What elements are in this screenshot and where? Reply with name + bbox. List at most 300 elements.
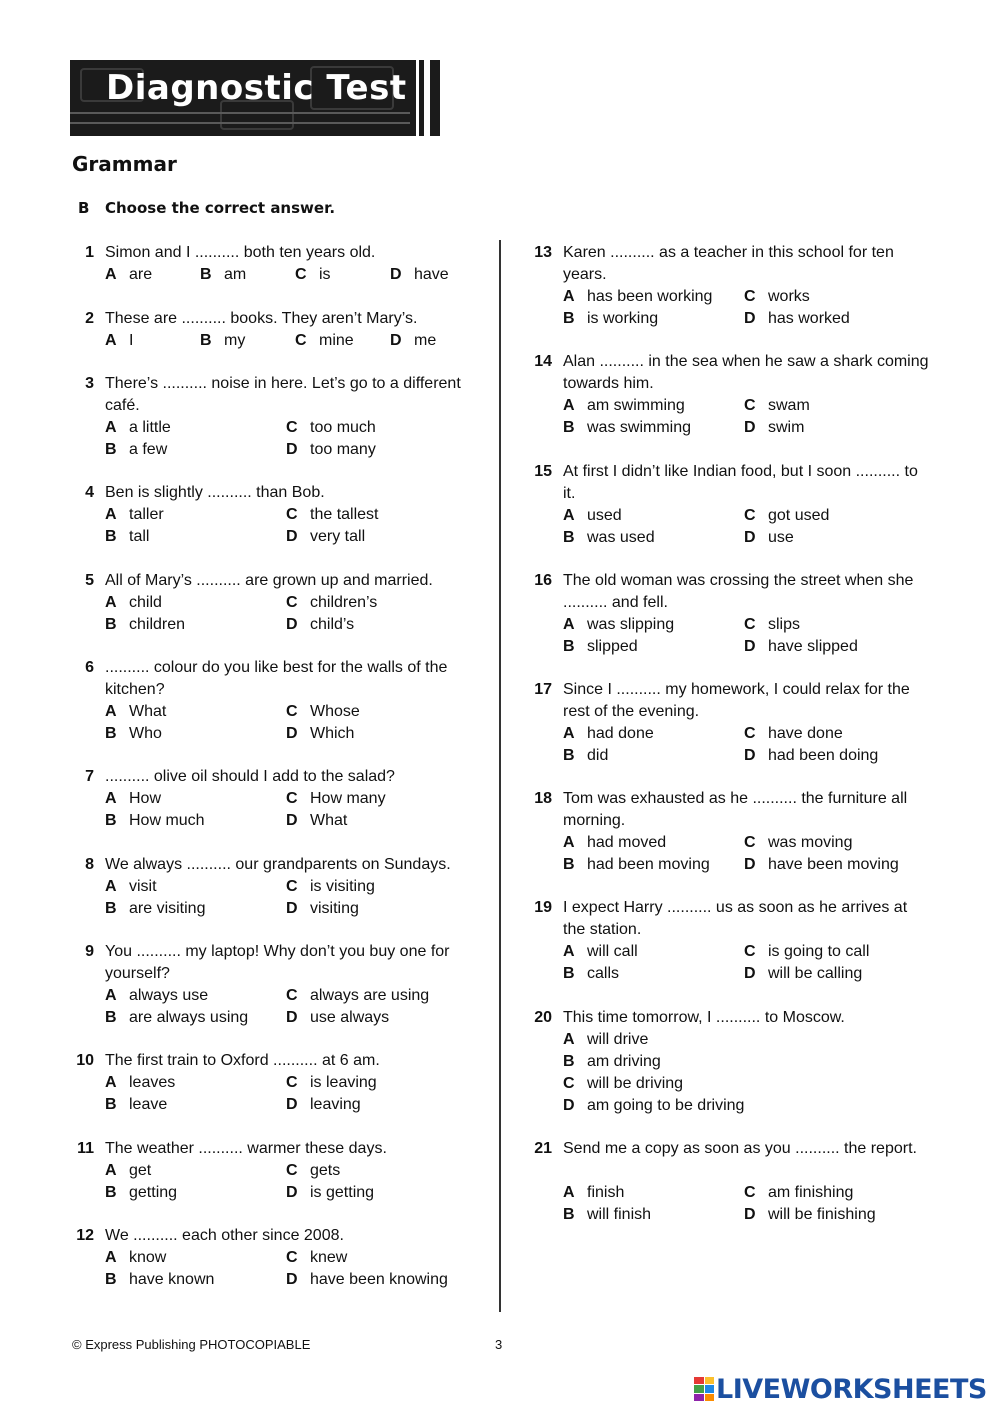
answer-option[interactable] (105, 439, 167, 461)
option-text: have been knowing (310, 1271, 448, 1288)
answer-option[interactable] (105, 1247, 166, 1269)
question-number: 10 (76, 1052, 94, 1069)
option-text: children’s (310, 594, 378, 611)
option-text: use (768, 529, 794, 546)
answer-option[interactable] (105, 1094, 167, 1116)
answer-option[interactable] (105, 1007, 248, 1029)
answer-option[interactable] (105, 1182, 177, 1204)
answer-option[interactable] (105, 330, 133, 352)
option-letter: C (744, 397, 756, 414)
answer-option[interactable] (105, 876, 157, 898)
option-letter: D (744, 1206, 756, 1223)
answer-option[interactable] (563, 308, 658, 330)
option-letter: C (563, 1075, 575, 1092)
logo-tile (705, 1377, 715, 1384)
option-letter: B (563, 856, 575, 873)
answer-option[interactable] (744, 1182, 853, 1204)
option-text: child’s (310, 616, 355, 633)
option-letter: D (286, 528, 298, 545)
logo-tile (694, 1385, 704, 1392)
option-letter: D (390, 266, 402, 283)
question-stem: We .......... each other since 2008. (105, 1227, 344, 1244)
option-text: are (129, 266, 153, 283)
answer-option[interactable] (744, 832, 852, 854)
answer-option[interactable] (563, 854, 710, 876)
option-letter: A (563, 834, 575, 851)
question-number: 21 (534, 1140, 552, 1157)
question-stem: Since I .......... my homework, I could relax for the rest of the evening. (563, 681, 910, 720)
question-number: 20 (534, 1009, 552, 1026)
option-text: slipped (587, 638, 638, 655)
option-letter: C (295, 266, 307, 283)
option-letter: C (286, 703, 298, 720)
answer-option[interactable] (105, 788, 161, 810)
option-text: How (129, 790, 162, 807)
answer-option[interactable] (286, 1160, 340, 1182)
option-letter: A (563, 1031, 575, 1048)
answer-option[interactable] (744, 636, 858, 658)
question-stem: The weather .......... warmer these days. (105, 1140, 387, 1157)
option-text: works (768, 288, 810, 305)
option-text: How much (129, 812, 205, 829)
option-text: had been moving (587, 856, 710, 873)
answer-option[interactable] (105, 526, 149, 548)
option-text: am (224, 266, 247, 283)
answer-option[interactable] (286, 592, 377, 614)
option-text: is (319, 266, 331, 283)
option-text: children (129, 616, 186, 633)
answer-option[interactable] (563, 505, 622, 527)
banner-stripe (70, 112, 410, 114)
option-letter: D (286, 441, 298, 458)
answer-option[interactable] (563, 1073, 683, 1095)
option-text: leave (129, 1096, 168, 1113)
option-text: gets (310, 1162, 341, 1179)
answer-option[interactable] (286, 810, 347, 832)
option-letter: A (105, 790, 117, 807)
instruction-letter: B (78, 199, 90, 217)
answer-option[interactable] (563, 286, 712, 308)
question-number: 5 (85, 572, 94, 589)
option-text: have been moving (768, 856, 899, 873)
answer-option[interactable] (563, 614, 674, 636)
option-text: is going to call (768, 943, 870, 960)
option-text: have (414, 266, 449, 283)
answer-option[interactable] (563, 723, 654, 745)
answer-option[interactable] (744, 941, 869, 963)
answer-option[interactable] (744, 614, 800, 636)
option-text: my (224, 332, 246, 349)
option-text: Which (310, 725, 355, 742)
question-stem: At first I didn’t like Indian food, but I soon .......... to it. (563, 463, 918, 502)
option-letter: B (105, 616, 117, 633)
footer-copyright: © Express Publishing PHOTOCOPIABLE (72, 1337, 311, 1352)
option-letter: A (105, 1249, 117, 1266)
option-text: very tall (310, 528, 366, 545)
question-stem: The old woman was crossing the street when she .......... and fell. (563, 572, 914, 611)
option-text: What (310, 812, 348, 829)
instruction-text: Choose the correct answer. (105, 199, 336, 217)
answer-option[interactable] (563, 1051, 661, 1073)
answer-option[interactable] (744, 527, 794, 549)
question-number: 6 (85, 659, 94, 676)
answer-option[interactable] (286, 723, 354, 745)
option-letter: D (286, 1009, 298, 1026)
option-letter: B (105, 900, 117, 917)
option-letter: D (744, 529, 756, 546)
option-letter: D (744, 747, 756, 764)
option-text: always use (129, 987, 209, 1004)
answer-option[interactable] (105, 701, 166, 723)
option-text: was swimming (587, 419, 692, 436)
option-text: used (587, 507, 622, 524)
option-letter: C (286, 1249, 298, 1266)
option-letter: B (105, 528, 117, 545)
option-letter: C (744, 943, 756, 960)
answer-option[interactable] (286, 614, 354, 636)
answer-option[interactable] (563, 832, 666, 854)
option-letter: B (563, 747, 575, 764)
option-text: did (587, 747, 609, 764)
logo-tile (694, 1394, 704, 1401)
option-text: has worked (768, 310, 850, 327)
option-text: will finish (587, 1206, 652, 1223)
option-letter: C (286, 419, 298, 436)
option-text: finish (587, 1184, 625, 1201)
option-letter: D (744, 638, 756, 655)
option-text: I (129, 332, 134, 349)
question-stem: You .......... my laptop! Why don’t you buy one for yourself? (105, 943, 450, 982)
answer-option[interactable] (563, 1182, 624, 1204)
question-number: 1 (85, 244, 94, 261)
question-number: 8 (85, 856, 94, 873)
option-letter: D (286, 1184, 298, 1201)
answer-option[interactable] (105, 417, 171, 439)
question-stem: .......... olive oil should I add to the salad? (105, 768, 395, 785)
option-text: calls (587, 965, 620, 982)
option-text: mine (319, 332, 354, 349)
option-letter: D (286, 900, 298, 917)
option-text: are always using (129, 1009, 249, 1026)
question-number: 15 (534, 463, 552, 480)
option-text: am driving (587, 1053, 661, 1070)
option-text: What (129, 703, 167, 720)
question-number: 2 (85, 310, 94, 327)
liveworksheets-watermark (694, 1374, 987, 1404)
answer-option[interactable] (563, 1204, 651, 1226)
answer-option[interactable] (105, 1072, 175, 1094)
answer-option[interactable] (390, 264, 449, 286)
option-letter: D (563, 1097, 575, 1114)
answer-option[interactable] (286, 526, 365, 548)
option-text: had moved (587, 834, 667, 851)
watermark-text: LIVEWORKSHEETS (716, 1373, 987, 1405)
answer-option[interactable] (105, 1269, 214, 1291)
option-letter: A (563, 725, 575, 742)
answer-option[interactable] (286, 504, 378, 526)
option-letter: D (744, 965, 756, 982)
option-text: is working (587, 310, 659, 327)
option-letter: A (105, 878, 117, 895)
option-text: have done (768, 725, 843, 742)
answer-option[interactable] (744, 1204, 876, 1226)
question-stem: Simon and I .......... both ten years old. (105, 244, 376, 261)
question-number: 13 (534, 244, 552, 261)
option-letter: C (286, 790, 298, 807)
banner-bar (416, 60, 419, 136)
option-text: have known (129, 1271, 215, 1288)
answer-option[interactable] (286, 1269, 448, 1291)
answer-option[interactable] (105, 264, 152, 286)
option-letter: A (105, 594, 117, 611)
option-letter: D (390, 332, 402, 349)
option-text: How many (310, 790, 386, 807)
question-stem: The first train to Oxford .......... at 6 am. (105, 1052, 380, 1069)
answer-option[interactable] (563, 963, 619, 985)
answer-option[interactable] (105, 614, 185, 636)
option-letter: B (105, 812, 117, 829)
question-number: 3 (85, 375, 94, 392)
answer-option[interactable] (105, 898, 205, 920)
option-text: visiting (310, 900, 359, 917)
banner-stripe (70, 122, 410, 124)
answer-option[interactable] (295, 264, 331, 286)
option-text: have slipped (768, 638, 858, 655)
option-letter: C (744, 616, 756, 633)
question-stem: Alan .......... in the sea when he saw a shark coming towards him. (563, 353, 929, 392)
option-letter: C (286, 1162, 298, 1179)
option-letter: A (563, 943, 575, 960)
option-letter: B (563, 1053, 575, 1070)
option-text: Whose (310, 703, 360, 720)
answer-option[interactable] (286, 1094, 361, 1116)
option-letter: C (744, 1184, 756, 1201)
liveworksheets-logo-icon (694, 1377, 714, 1401)
answer-option[interactable] (105, 985, 208, 1007)
option-text: am finishing (768, 1184, 854, 1201)
option-text: is visiting (310, 878, 375, 895)
answer-option[interactable] (286, 1247, 347, 1269)
option-letter: A (563, 507, 575, 524)
option-letter: D (286, 725, 298, 742)
answer-option[interactable] (200, 330, 245, 352)
option-letter: D (744, 856, 756, 873)
question-stem: Karen .......... as a teacher in this school for ten years. (563, 244, 894, 283)
option-letter: B (200, 332, 212, 349)
answer-option[interactable] (744, 963, 862, 985)
instruction (78, 199, 335, 217)
option-letter: C (286, 987, 298, 1004)
answer-option[interactable] (744, 745, 878, 767)
option-letter: C (744, 834, 756, 851)
answer-option[interactable] (563, 1029, 648, 1051)
question-stem: Ben is slightly .......... than Bob. (105, 484, 325, 501)
option-text: is getting (310, 1184, 375, 1201)
answer-option[interactable] (744, 723, 843, 745)
answer-option[interactable] (744, 505, 829, 527)
answer-option[interactable] (286, 439, 376, 461)
option-text: too many (310, 441, 376, 458)
option-letter: B (105, 1184, 117, 1201)
logo-tile (705, 1394, 715, 1401)
option-letter: D (286, 616, 298, 633)
option-letter: B (105, 1009, 117, 1026)
option-text: will be calling (768, 965, 863, 982)
option-letter: B (563, 1206, 575, 1223)
option-text: am going to be driving (587, 1097, 745, 1114)
question-number: 11 (77, 1140, 94, 1157)
option-text: has been working (587, 288, 713, 305)
option-text: the tallest (310, 506, 379, 523)
option-letter: C (744, 288, 756, 305)
option-letter: A (563, 1184, 575, 1201)
answer-option[interactable] (105, 810, 205, 832)
option-letter: B (105, 441, 117, 458)
option-text: swam (768, 397, 810, 414)
answer-option[interactable] (286, 1072, 377, 1094)
banner-bar (424, 60, 430, 136)
option-text: leaving (310, 1096, 361, 1113)
question-number: 19 (534, 899, 552, 916)
answer-option[interactable] (105, 1160, 151, 1182)
option-letter: B (563, 419, 575, 436)
option-letter: A (105, 419, 117, 436)
question-stem: I expect Harry .......... us as soon as he arrives at the station. (563, 899, 908, 938)
option-text: was slipping (587, 616, 675, 633)
answer-option[interactable] (286, 985, 429, 1007)
question-stem: This time tomorrow, I .......... to Moscow. (563, 1009, 845, 1026)
option-text: will be finishing (768, 1206, 876, 1223)
option-text: had been doing (768, 747, 879, 764)
option-letter: A (105, 506, 117, 523)
logo-tile (705, 1385, 715, 1392)
option-text: are visiting (129, 900, 206, 917)
answer-option[interactable] (563, 417, 691, 439)
option-letter: D (286, 1096, 298, 1113)
option-text: get (129, 1162, 152, 1179)
option-letter: B (105, 1271, 117, 1288)
option-letter: A (105, 1162, 117, 1179)
option-letter: A (105, 1074, 117, 1091)
option-text: will drive (587, 1031, 649, 1048)
option-text: swim (768, 419, 805, 436)
option-text: taller (129, 506, 164, 523)
option-text: child (129, 594, 162, 611)
answer-option[interactable] (744, 286, 810, 308)
question-stem: There’s .......... noise in here. Let’s go to a different café. (105, 375, 461, 414)
answer-option[interactable] (563, 395, 685, 417)
answer-option[interactable] (200, 264, 246, 286)
section-title: Grammar (72, 152, 177, 176)
option-text: a few (129, 441, 168, 458)
option-text: Who (129, 725, 162, 742)
answer-option[interactable] (105, 592, 162, 614)
answer-option[interactable] (286, 417, 376, 439)
answer-option[interactable] (744, 395, 810, 417)
answer-option[interactable] (744, 308, 850, 330)
option-text: know (129, 1249, 167, 1266)
answer-option[interactable] (286, 898, 359, 920)
answer-option[interactable] (286, 701, 360, 723)
option-letter: A (563, 397, 575, 414)
question-number: 14 (534, 353, 552, 370)
question-number: 4 (85, 484, 94, 501)
option-text: was moving (768, 834, 853, 851)
question-stem: We always .......... our grandparents on Sundays. (105, 856, 451, 873)
answer-option[interactable] (744, 417, 804, 439)
question-number: 12 (76, 1227, 94, 1244)
logo-tile (694, 1377, 704, 1384)
option-letter: D (286, 812, 298, 829)
question-number: 9 (85, 943, 94, 960)
question-number: 18 (534, 790, 552, 807)
answer-option[interactable] (390, 330, 436, 352)
option-letter: B (563, 310, 575, 327)
option-text: getting (129, 1184, 178, 1201)
option-text: tall (129, 528, 150, 545)
option-letter: C (286, 594, 298, 611)
option-text: will call (587, 943, 638, 960)
answer-option[interactable] (563, 745, 608, 767)
question-number: 7 (85, 768, 94, 785)
option-letter: C (744, 725, 756, 742)
option-text: am swimming (587, 397, 685, 414)
question-stem: Send me a copy as soon as you .......... the report. (563, 1140, 917, 1157)
option-letter: A (105, 987, 117, 1004)
option-letter: A (105, 703, 117, 720)
answer-option[interactable] (286, 876, 375, 898)
answer-option[interactable] (286, 1007, 389, 1029)
answer-option[interactable] (286, 788, 386, 810)
option-letter: C (295, 332, 307, 349)
option-letter: D (286, 1271, 298, 1288)
answer-option[interactable] (105, 723, 162, 745)
option-text: too much (310, 419, 376, 436)
answer-option[interactable] (563, 527, 655, 549)
option-letter: A (563, 616, 575, 633)
option-text: had done (587, 725, 654, 742)
option-text: use always (310, 1009, 390, 1026)
option-letter: C (286, 878, 298, 895)
option-letter: C (744, 507, 756, 524)
answer-option[interactable] (286, 1182, 374, 1204)
answer-option[interactable] (295, 330, 354, 352)
option-text: knew (310, 1249, 348, 1266)
option-text: me (414, 332, 437, 349)
title-banner (70, 60, 440, 136)
option-text: visit (129, 878, 157, 895)
answer-option[interactable] (563, 636, 638, 658)
option-letter: C (286, 1074, 298, 1091)
option-letter: B (200, 266, 212, 283)
option-letter: B (105, 1096, 117, 1113)
option-letter: A (563, 288, 575, 305)
option-text: a little (129, 419, 171, 436)
answer-option[interactable] (563, 941, 638, 963)
question-stem: These are .......... books. They aren’t Mary’s. (105, 310, 418, 327)
option-letter: C (286, 506, 298, 523)
answer-option[interactable] (744, 854, 899, 876)
option-letter: D (744, 310, 756, 327)
answer-option[interactable] (563, 1095, 744, 1117)
option-letter: B (105, 725, 117, 742)
option-text: got used (768, 507, 830, 524)
option-text: was used (587, 529, 655, 546)
question-stem: All of Mary’s .......... are grown up and married. (105, 572, 433, 589)
column-divider (499, 240, 501, 1312)
answer-option[interactable] (105, 504, 164, 526)
option-letter: B (563, 638, 575, 655)
